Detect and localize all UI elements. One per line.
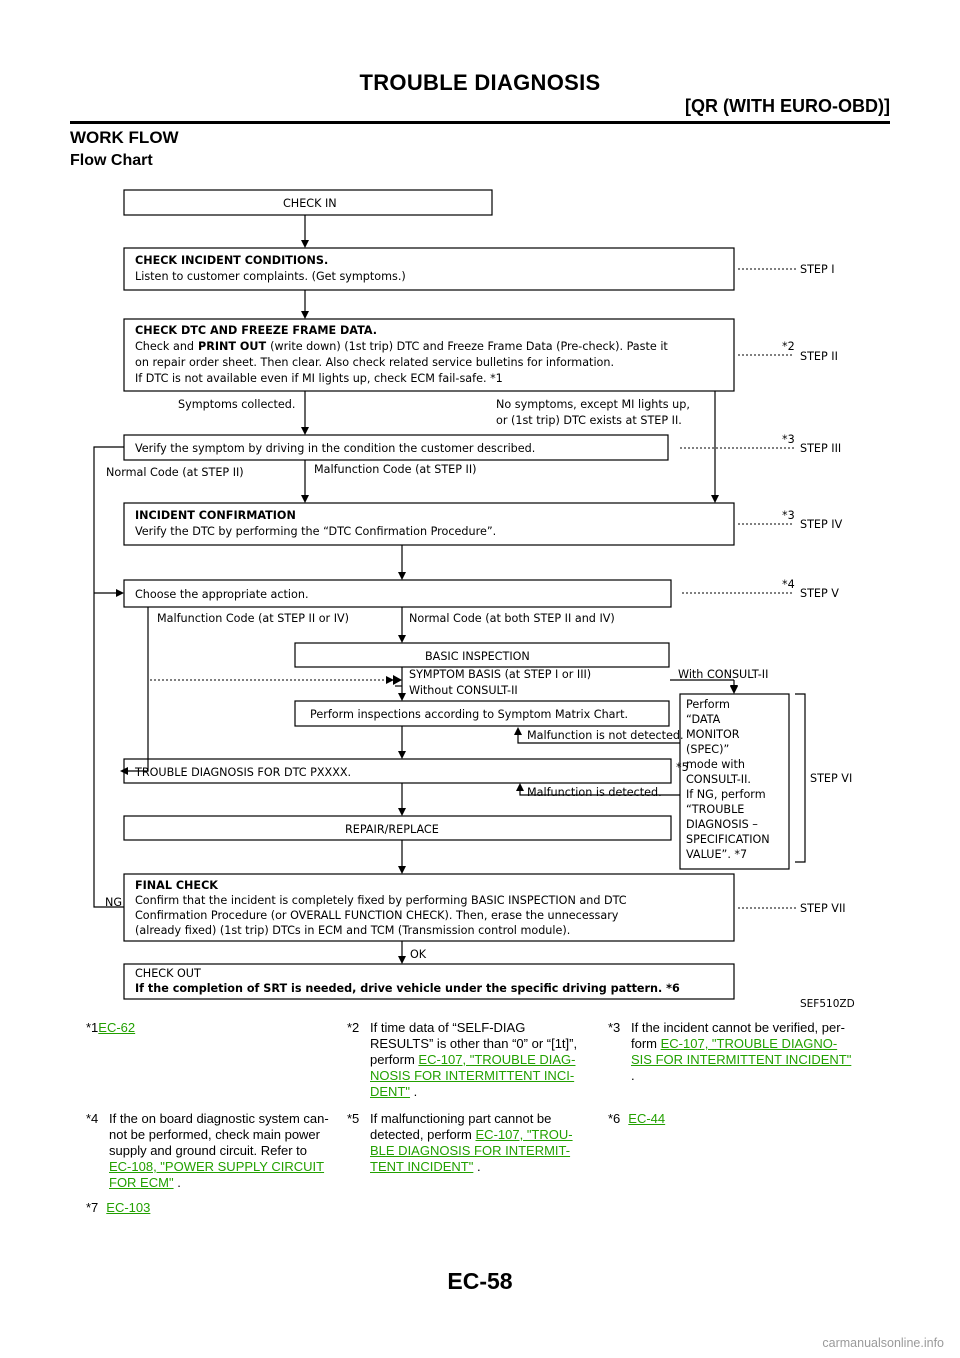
final-check-line2: Confirmation Procedure (or OVERALL FUNCTION CHECK). Then, erase the unnecessary bbox=[135, 909, 619, 922]
step2-line2: on repair order sheet. Then clear. Also check related service bulletins for information. bbox=[135, 356, 615, 369]
side-box-line: If NG, perform bbox=[686, 788, 766, 801]
ok-label: OK bbox=[410, 948, 427, 961]
final-check-title: FINAL CHECK bbox=[135, 879, 218, 892]
repair-replace-label: REPAIR/REPLACE bbox=[345, 823, 439, 836]
footnote-4-text: supply and ground circuit. Refer to bbox=[109, 1143, 307, 1158]
link-ec-107-intermittent[interactable]: TENT INCIDENT" bbox=[370, 1159, 474, 1174]
link-ec-107-trouble-diag[interactable]: DENT" bbox=[370, 1084, 411, 1099]
footnote-5-text: If malfunctioning part cannot be bbox=[370, 1111, 552, 1126]
step2-print-out: PRINT OUT bbox=[198, 340, 267, 353]
section-title: WORK FLOW bbox=[70, 128, 179, 147]
side-box-line: “DATA bbox=[686, 713, 721, 726]
footnote-3-text: form bbox=[631, 1036, 657, 1051]
step2-title: CHECK DTC AND FREEZE FRAME DATA. bbox=[135, 324, 377, 337]
choose-action-label: Choose the appropriate action. bbox=[135, 588, 309, 601]
link-ec-62[interactable]: EC-62 bbox=[98, 1020, 136, 1035]
side-box-line: CONSULT-II. bbox=[686, 773, 751, 786]
ref-star-3b: *3 bbox=[782, 509, 795, 522]
step-6-label: STEP VI bbox=[810, 772, 853, 785]
symptom-matrix-label: Perform inspections according to Symptom Matrix Chart. bbox=[310, 708, 629, 721]
footnote-5 bbox=[347, 1111, 599, 1175]
ref-star-2: *2 bbox=[782, 340, 795, 353]
final-check-line3: (already fixed) (1st trip) DTCs in ECM and TCM (Transmission control module). bbox=[135, 924, 571, 937]
step2-check: Check and bbox=[135, 340, 195, 353]
trouble-diagnosis-dtc-label: TROUBLE DIAGNOSIS FOR DTC PXXXX. bbox=[135, 766, 352, 779]
footnote-7-label: *7 bbox=[86, 1200, 99, 1215]
link-ec-108-power-supply[interactable]: EC-108, "POWER SUPPLY CIRCUIT bbox=[109, 1159, 325, 1174]
footnote-7 bbox=[86, 1200, 336, 1216]
malfunction-not-detected-label: Malfunction is not detected. bbox=[527, 729, 684, 742]
malfunction-detected-label: Malfunction is detected. bbox=[527, 786, 662, 799]
step2-line1 bbox=[135, 340, 668, 353]
no-symptoms-line1: No symptoms, except MI lights up, bbox=[496, 398, 690, 411]
check-out-label: CHECK OUT bbox=[135, 967, 201, 980]
verify-symptom-label: Verify the symptom by driving in the condition the customer described. bbox=[135, 442, 536, 455]
side-box-line: “TROUBLE bbox=[686, 803, 745, 816]
consult-side-box-text bbox=[686, 698, 770, 861]
step-7-label: STEP VII bbox=[800, 902, 846, 915]
footnote-4-text: If the on board diagnostic system can- bbox=[109, 1111, 329, 1126]
page-header-subtitle: [QR (WITH EURO-OBD)] bbox=[685, 96, 890, 116]
ng-label: NG bbox=[105, 896, 123, 909]
footnote-4-text: not be performed, check main power bbox=[109, 1127, 320, 1142]
page-number: EC-58 bbox=[447, 1268, 513, 1294]
with-consult-label: With CONSULT-II bbox=[678, 668, 769, 681]
normal-code-both-label: Normal Code (at both STEP II and IV) bbox=[409, 612, 615, 625]
step2-line3: If DTC is not available even if MI lights up, check ECM fail-safe. *1 bbox=[135, 372, 503, 385]
footnote-4-label: *4 bbox=[86, 1111, 99, 1126]
period: . bbox=[177, 1175, 181, 1190]
figure-code: SEF510ZD bbox=[800, 998, 855, 1010]
side-box-line: MONITOR bbox=[686, 728, 740, 741]
footnote-2 bbox=[347, 1020, 599, 1100]
side-box-line: (SPEC)” bbox=[686, 743, 730, 756]
footnote-2-text: RESULTS” is other than “0” or “[1t]”, bbox=[370, 1036, 578, 1051]
footnote-6-label: *6 bbox=[608, 1111, 621, 1126]
no-symptoms-line2: or (1st trip) DTC exists at STEP II. bbox=[496, 414, 682, 427]
period: . bbox=[631, 1068, 635, 1083]
ref-star-4: *4 bbox=[782, 578, 795, 591]
link-ec-107-intermittent[interactable]: BLE DIAGNOSIS FOR INTERMIT- bbox=[370, 1143, 571, 1158]
footnote-5-label: *5 bbox=[347, 1111, 360, 1126]
link-ec-107-trouble-diagnosis[interactable]: EC-107, "TROUBLE DIAGNO- bbox=[660, 1036, 838, 1051]
check-in-label: CHECK IN bbox=[283, 197, 337, 210]
step-1-label: STEP I bbox=[800, 263, 835, 276]
footnote-6 bbox=[608, 1111, 858, 1127]
side-box-line: VALUE”. *7 bbox=[686, 848, 748, 861]
link-ec-107-intermittent[interactable]: EC-107, "TROU- bbox=[475, 1127, 573, 1142]
normal-code-step2-label: Normal Code (at STEP II) bbox=[106, 466, 244, 479]
step2-rest: (write down) (1st trip) DTC and Freeze Frame Data (Pre-check). Paste it bbox=[270, 340, 668, 353]
side-box-line: SPECIFICATION bbox=[686, 833, 770, 846]
step-2-label: STEP II bbox=[800, 350, 838, 363]
basic-inspection-label: BASIC INSPECTION bbox=[425, 650, 530, 663]
footnote-2-text: perform bbox=[370, 1052, 415, 1067]
check-out-srt-line: If the completion of SRT is needed, drive vehicle under the specific driving pattern. *6 bbox=[135, 982, 680, 995]
footnote-3 bbox=[608, 1020, 878, 1084]
final-check-line1: Confirm that the incident is completely fixed by performing BASIC INSPECTION and DTC bbox=[135, 894, 627, 907]
ref-star-3a: *3 bbox=[782, 433, 795, 446]
link-ec-103[interactable]: EC-103 bbox=[106, 1200, 151, 1215]
step-3-label: STEP III bbox=[800, 442, 842, 455]
link-ec-107-trouble-diag[interactable]: EC-107, "TROUBLE DIAG- bbox=[418, 1052, 576, 1067]
footnote-5-text: detected, perform bbox=[370, 1127, 472, 1142]
watermark: carmanualsonline.info bbox=[822, 1336, 944, 1350]
ref-star-5: *5 bbox=[676, 761, 689, 774]
symptoms-collected-label: Symptoms collected. bbox=[178, 398, 296, 411]
footnote-1 bbox=[86, 1020, 336, 1036]
step-4-label: STEP IV bbox=[800, 518, 843, 531]
link-ec-44[interactable]: EC-44 bbox=[628, 1111, 666, 1126]
side-box-line: Perform bbox=[686, 698, 730, 711]
incident-confirmation-title: INCIDENT CONFIRMATION bbox=[135, 509, 296, 522]
footnote-4 bbox=[86, 1111, 346, 1191]
step-5-label: STEP V bbox=[800, 587, 839, 600]
step1-line: Listen to customer complaints. (Get symptoms.) bbox=[135, 270, 406, 283]
footnote-3-label: *3 bbox=[608, 1020, 621, 1035]
without-consult-label: Without CONSULT-II bbox=[409, 684, 518, 697]
link-ec-108-power-supply[interactable]: FOR ECM" bbox=[109, 1175, 174, 1190]
side-box-line: DIAGNOSIS – bbox=[686, 818, 758, 831]
page-header-title: TROUBLE DIAGNOSIS bbox=[359, 70, 601, 95]
footnote-2-text: If time data of “SELF-DIAG bbox=[370, 1020, 526, 1035]
subsection-title: Flow Chart bbox=[70, 152, 153, 169]
link-ec-107-trouble-diag[interactable]: NOSIS FOR INTERMITTENT INCI- bbox=[370, 1068, 575, 1083]
malfunction-code-2-4-label: Malfunction Code (at STEP II or IV) bbox=[157, 612, 350, 625]
footnote-1-label: *1 bbox=[86, 1020, 99, 1035]
footnote-3-text: If the incident cannot be verified, per- bbox=[631, 1020, 845, 1035]
side-box-line: mode with bbox=[686, 758, 746, 771]
period: . bbox=[413, 1084, 418, 1099]
incident-confirmation-line: Verify the DTC by performing the “DTC Confirmation Procedure”. bbox=[135, 525, 497, 538]
symptom-basis-label: SYMPTOM BASIS (at STEP I or III) bbox=[409, 668, 592, 681]
step1-title: CHECK INCIDENT CONDITIONS. bbox=[135, 254, 329, 267]
period: . bbox=[476, 1159, 481, 1174]
link-ec-107-trouble-diagnosis[interactable]: SIS FOR INTERMITTENT INCIDENT" bbox=[631, 1052, 852, 1067]
malfunction-code-step2-label: Malfunction Code (at STEP II) bbox=[314, 463, 477, 476]
footnote-2-label: *2 bbox=[347, 1020, 360, 1035]
